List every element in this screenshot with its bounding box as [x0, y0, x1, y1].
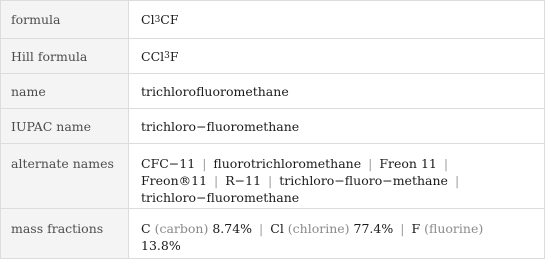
- iupac-name-label: IUPAC name: [1, 109, 129, 143]
- mass-fractions-value: [129, 209, 544, 258]
- hill-formula-label: Hill formula: [1, 39, 129, 73]
- mass-fraction-value: 77.4%: [353, 221, 394, 236]
- separator: |: [400, 221, 405, 236]
- hill-formula-value: CCl 3 F: [141, 48, 179, 64]
- name-label: name: [1, 74, 129, 108]
- element-symbol: C: [141, 221, 151, 236]
- formula-label: formula: [1, 1, 129, 38]
- alternate-names-label: alternate names: [1, 144, 129, 208]
- alternate-name: Freon®11: [141, 173, 208, 188]
- mass-fraction-value: 8.74%: [212, 221, 253, 236]
- formula-row: [1, 1, 544, 38]
- iupac-name-row: [1, 108, 544, 143]
- mass-fraction-value: 13.8%: [141, 238, 181, 253]
- alternate-name: R−11: [225, 173, 262, 188]
- element-symbol: Cl: [270, 221, 284, 236]
- iupac-name-value: trichloro−fluoromethane: [141, 118, 300, 134]
- element-symbol: F: [411, 221, 421, 236]
- alternate-name: trichloro−fluoromethane: [141, 190, 300, 205]
- formula-part: Cl: [141, 12, 155, 27]
- separator: |: [268, 173, 273, 188]
- alternate-name: trichloro−fluoro−methane: [279, 173, 448, 188]
- separator: |: [443, 156, 449, 171]
- element-name: (chlorine): [287, 221, 350, 236]
- element-name: (fluorine): [424, 221, 484, 236]
- formula-value: Cl 3 CF: [141, 12, 179, 27]
- separator: |: [202, 156, 207, 171]
- hill-formula-row: [1, 38, 544, 73]
- mass-fractions-label: mass fractions: [1, 209, 129, 258]
- hill-formula-part: CCl: [141, 48, 165, 64]
- name-row: [1, 73, 544, 108]
- alternate-name: CFC−11: [141, 156, 196, 171]
- mass-fractions-row: [1, 208, 544, 258]
- element-name: (carbon): [154, 221, 209, 236]
- alternate-names-value: [129, 144, 544, 208]
- separator: |: [454, 173, 460, 188]
- separator: |: [214, 173, 219, 188]
- alternate-name: fluorotrichloromethane: [213, 156, 362, 171]
- separator: |: [259, 221, 264, 236]
- hill-formula-part: F: [169, 48, 179, 64]
- formula-part: CF: [160, 12, 179, 27]
- alternate-name: Freon 11: [379, 156, 437, 171]
- separator: |: [368, 156, 373, 171]
- alternate-names-row: [1, 143, 544, 208]
- name-value: trichlorofluoromethane: [141, 83, 289, 99]
